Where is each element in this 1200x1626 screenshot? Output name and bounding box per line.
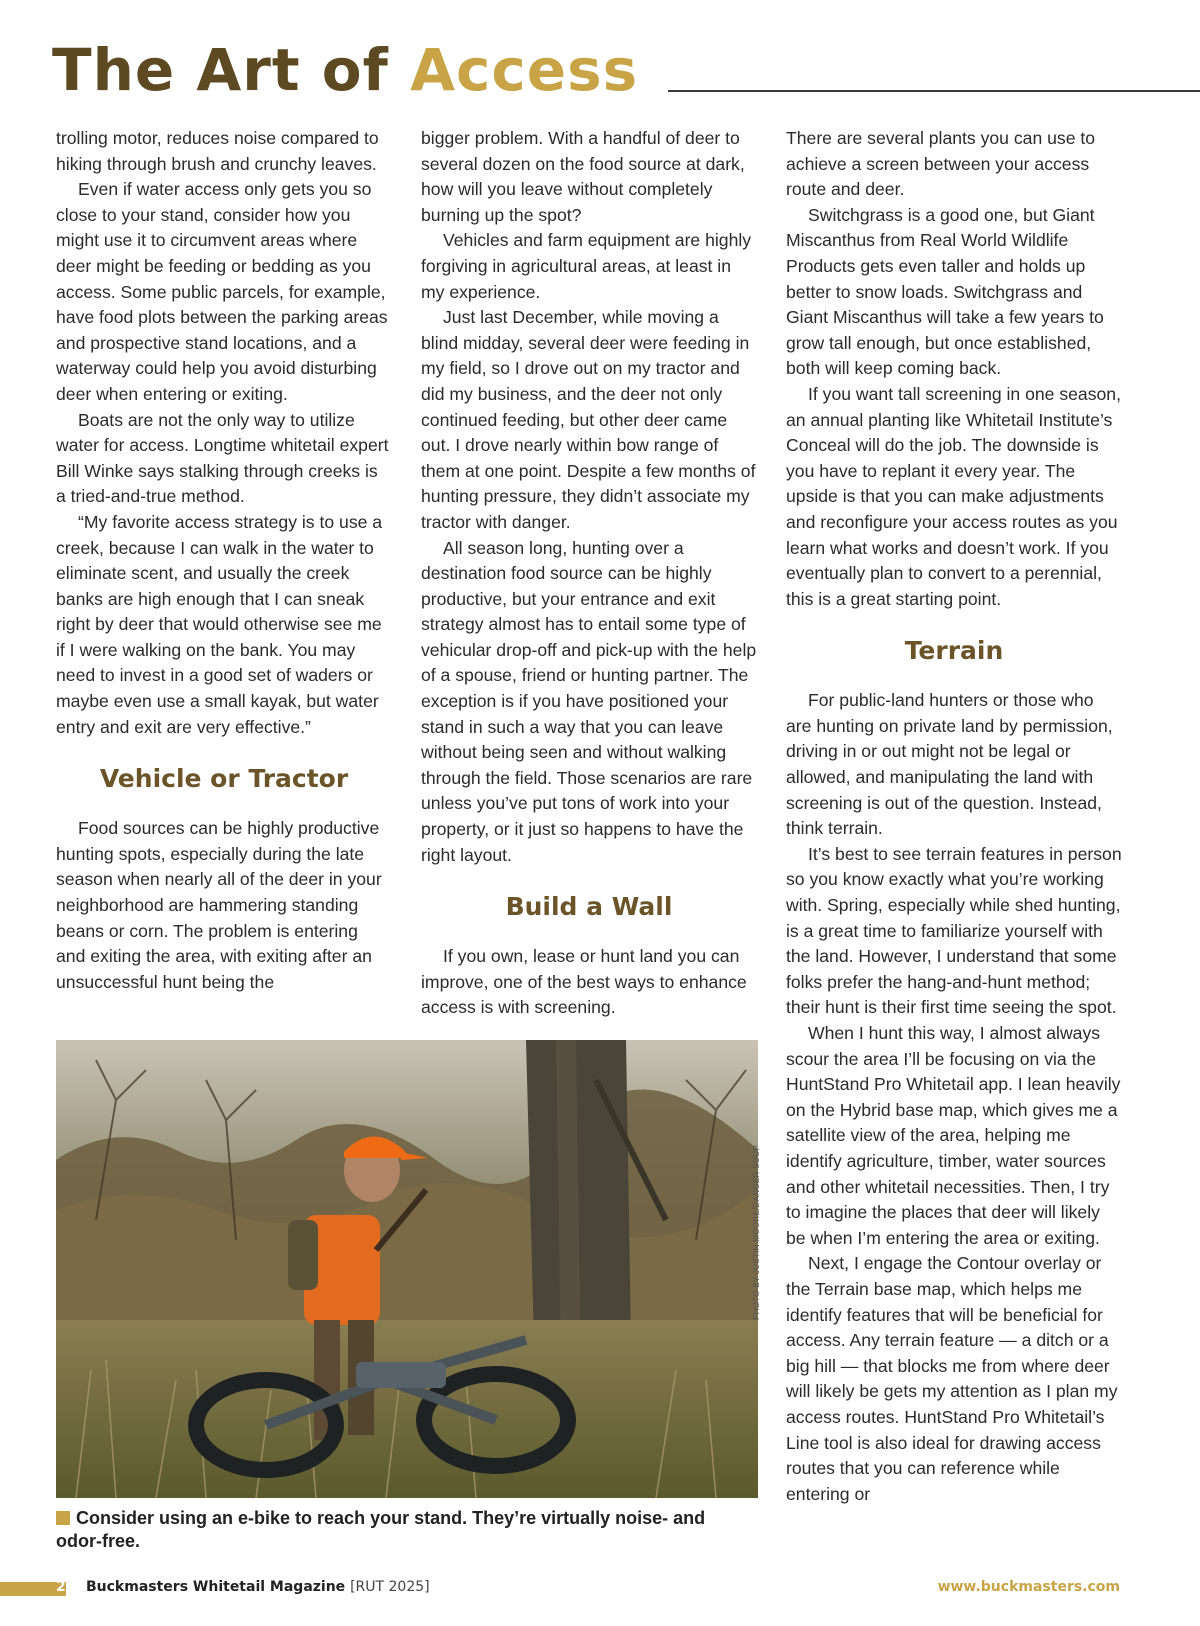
title-part-2: Access: [410, 36, 639, 104]
paragraph: It’s best to see terrain features in person so you know exactly what you’re working with. Spring, especially while shed hunting, is a great time to familiarize yourself with the land. However, I understand that some folks prefer the hang-and-hunt method; their hunt is their first time seeing the spot.: [786, 843, 1122, 1018]
page-footer: [0, 1578, 1200, 1600]
magazine-name: [86, 1579, 430, 1595]
title-rule: [668, 90, 1200, 92]
magazine-title: Buckmasters Whitetail Magazine: [86, 1579, 346, 1595]
caption-text: Consider using an e-bike to reach your stand. They’re virtually noise- and odor-free.: [56, 1508, 706, 1551]
caption-square-icon: [56, 1511, 70, 1525]
photo-hunter-ebike: [56, 1040, 758, 1498]
paragraph: Next, I engage the Contour overlay or the Terrain base map, which helps me identify features that will be beneficial for access. Any terrain feature — a ditch or a big hill — that blocks me from where deer will likely be gets my attention as I plan my access routes. HuntStand Pro Whitetail’s Line tool is also ideal for drawing access routes that you can reference while entering or: [786, 1253, 1118, 1504]
paragraph: Vehicles and farm equipment are highly forgiving in agricultural areas, at least in my experience.: [421, 230, 752, 302]
article-title: [52, 38, 638, 102]
title-part-1: The Art of: [52, 36, 389, 104]
paragraph: trolling motor, reduces noise compared to hiking through brush and crunchy leaves.: [56, 128, 379, 174]
paragraph: “My favorite access strategy is to use a creek, because I can walk in the water to eliminate scent, and usually the creek banks are high enough that I can sneak right by deer that would otherwise see me if I were walking on the bank. You may need to invest in a good set of waders or maybe even use a small kayak, but water entry and exit are very effective.”: [56, 511, 383, 737]
paragraph: Boats are not the only way to utilize water for access. Longtime whitetail expert Bill Winke says stalking through creeks is a tried-and-true method.: [56, 409, 389, 507]
section-heading-wall: Build a Wall: [505, 892, 673, 922]
photo-illustration: [56, 1040, 758, 1498]
paragraph: Switchgrass is a good one, but Giant Miscanthus from Real World Wildlife Products gets even taller and holds up better to snow loads. Switchgrass and Giant Miscanthus will take a few years to grow tall enough, but once established, both will keep coming back.: [786, 204, 1104, 379]
page-number: 26: [56, 1579, 76, 1595]
issue-label: [RUT 2025]: [350, 1579, 430, 1595]
paragraph: If you own, lease or hunt land you can improve, one of the best ways to enhance access is with screening.: [421, 946, 747, 1018]
paragraph: For public-land hunters or those who are hunting on private land by permission, driving in or out might not be legal or allowed, and manipulating the land with screening is out of the question. Instead, think terrain.: [786, 690, 1113, 839]
paragraph: If you want tall screening in one season, an annual planting like Whitetail Institute’s Conceal will do the job. The downside is you have to replant it every year. The upside is that you can make adjustments and reconfigure your access routes as you learn what works and doesn’t work. If you eventually plan to convert to a perennial, this is a great starting point.: [786, 383, 1121, 609]
paragraph: Food sources can be highly productive hunting spots, especially during the late season when nearly all of the deer in your neighborhood are hammering standing beans or corn. The problem is entering and exiting the area, with exiting after an unsuccessful hunt being the: [56, 818, 382, 992]
paragraph: Even if water access only gets you so close to your stand, consider how you might use it to circumvent areas where deer might be feeding or bedding as you access. Some public parcels, for example, have food plots between the parking areas and prospective stand locations, and a waterway could help you avoid disturbing deer when entering or exiting.: [56, 179, 388, 404]
photo-credit: PHOTO BY JUSTIN MOORE/DANGER SOUP: [752, 1145, 761, 1320]
column-2: [421, 126, 757, 1021]
photo-caption: [56, 1507, 756, 1553]
paragraph: Just last December, while moving a blind midday, several deer were feeding in my field, so I drove out on my tractor and did my business, and the deer not only continued feeding, but other deer came out. I drove nearly within bow range of them at one point. Despite a few months of hunting pressure, they didn’t associate my tractor with danger.: [421, 307, 756, 532]
website-url: www.buckmasters.com: [937, 1579, 1120, 1595]
paragraph: bigger problem. With a handful of deer to several dozen on the food source at dark, how will you leave without completely burning up the spot?: [421, 128, 745, 225]
section-heading-vehicle: Vehicle or Tractor: [99, 764, 349, 794]
paragraph: All season long, hunting over a destination food source can be highly productive, but your entrance and exit strategy almost has to entail some type of vehicular drop-off and pick-up with the help of a spouse, friend or hunting partner. The exception is if you have positioned your stand in such a way that you can leave without being seen and without walking through the field. Those scenarios are rare unless you’ve put tons of work into your property, or it just so happens to have the right layout.: [421, 537, 757, 865]
paragraph: There are several plants you can use to achieve a screen between your access route and deer.: [786, 128, 1096, 200]
section-heading-terrain: Terrain: [904, 636, 1004, 666]
column-3: [786, 126, 1122, 1507]
page-header: [52, 38, 1200, 102]
paragraph: When I hunt this way, I almost always scour the area I’ll be focusing on via the HuntStand Pro Whitetail app. I lean heavily on the Hybrid base map, which gives me a satellite view of the area, helping me identify agriculture, timber, water sources and other whitetail necessities. Then, I try to imagine the places that deer will likely be when I’m entering the area or exiting.: [786, 1023, 1121, 1248]
column-1: [56, 126, 392, 995]
